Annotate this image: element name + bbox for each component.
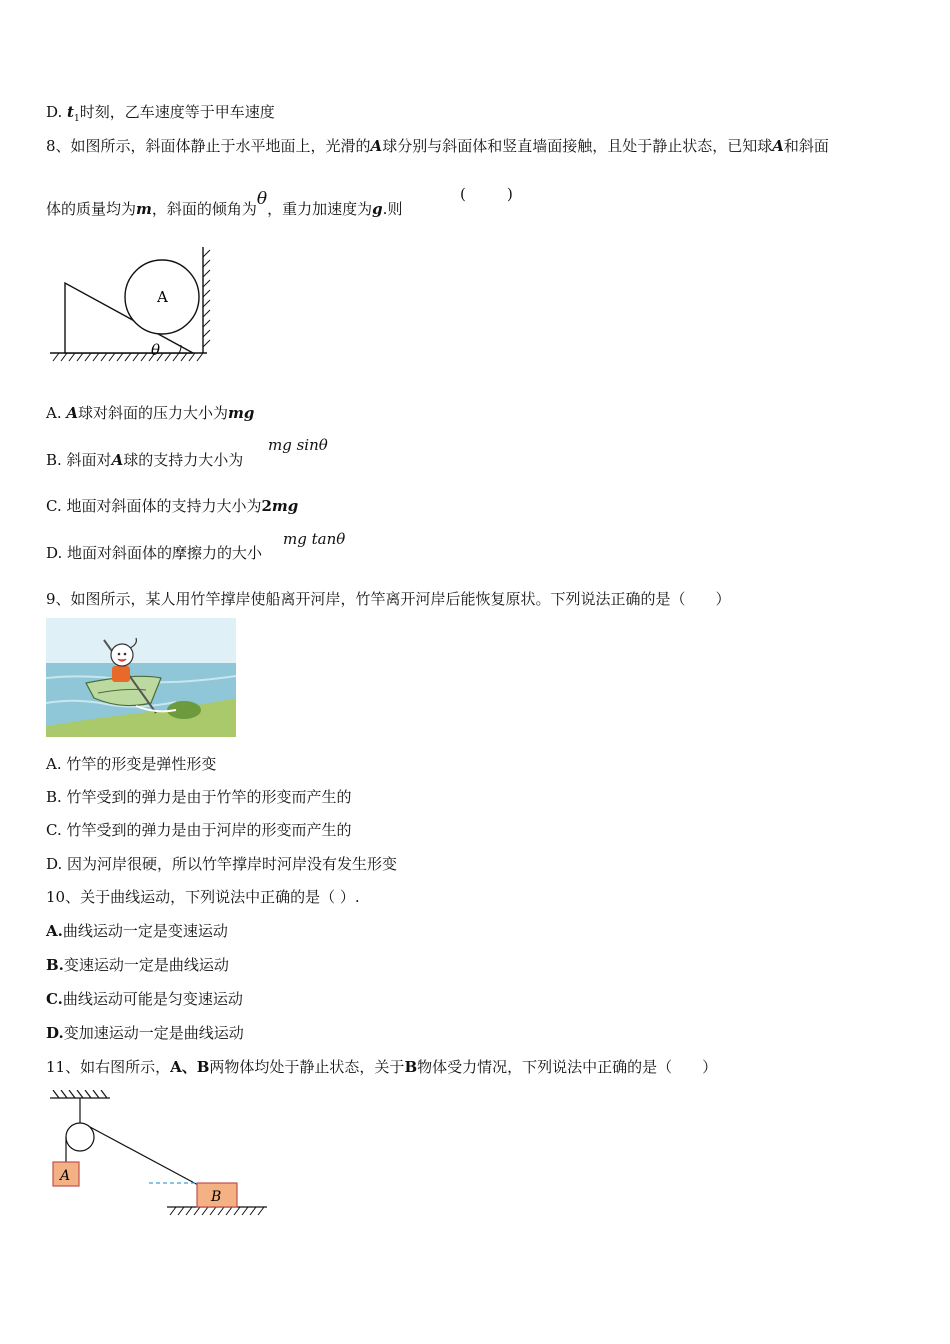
ball-label: A <box>157 288 168 306</box>
q7-option-d-var: t <box>67 103 74 121</box>
q9-boat-illustration <box>46 618 236 737</box>
q10-option-a-letter: A. <box>46 922 63 940</box>
q10-option-c <box>46 989 243 1009</box>
q10-option-b-text: 变速运动一定是曲线运动 <box>63 956 229 974</box>
q8-stem-line2 <box>46 189 403 219</box>
q8-option-a-prefix: A. <box>46 404 67 422</box>
q8-option-c-num: 2 <box>261 497 272 515</box>
q7-option-d-rest: 时刻，乙车速度等于甲车速度 <box>79 103 275 121</box>
q8-stem-text: ，斜面的倾角为 <box>151 200 257 218</box>
q8-option-d-math: mg tanθ <box>283 530 346 548</box>
q8-stem-line1 <box>46 136 829 156</box>
q8-stem-text: ，重力加速度为 <box>267 200 373 218</box>
q11-stem-text: 11、如右图所示， <box>46 1058 171 1076</box>
q10-option-c-letter: C. <box>46 990 63 1008</box>
q10-option-d-text: 变加速运动一定是曲线运动 <box>63 1024 244 1042</box>
angle-label: θ <box>151 341 161 359</box>
q11-stem-text: 两物体均处于静止状态，关于 <box>209 1058 405 1076</box>
q8-option-c-var: mg <box>271 497 299 515</box>
q9-option-a: A. 竹竿的形变是弹性形变 <box>46 755 217 773</box>
q8-option-b-text: 球的支持力大小为 <box>123 451 244 469</box>
q8-option-d <box>46 543 262 563</box>
q11-pulley-figure <box>45 1090 275 1220</box>
q10-stem: 10、关于曲线运动，下列说法中正确的是（ ）. <box>46 888 360 906</box>
q11-stem-var: A、B <box>170 1058 210 1076</box>
q10-option-d-letter: D. <box>46 1024 64 1042</box>
q8-stem-var: A <box>370 137 383 155</box>
q8-stem-text: 和斜面 <box>783 137 829 155</box>
q8-option-a-val: mg <box>228 404 255 422</box>
q11-stem-text: 物体受力情况，下列说法中正确的是（ ） <box>417 1058 718 1076</box>
q11-stem-var: B <box>404 1058 418 1076</box>
q8-stem-text: 8、如图所示，斜面体静止于水平地面上，光滑的 <box>46 137 371 155</box>
q7-option-d <box>46 102 275 129</box>
q8-theta: θ <box>256 189 268 209</box>
q7-option-d-prefix: D. <box>46 103 68 121</box>
q8-option-b-math: mg sinθ <box>268 436 328 454</box>
q8-option-b <box>46 450 243 470</box>
q8-option-c <box>46 496 298 516</box>
q10-option-b <box>46 955 229 975</box>
q11-stem <box>46 1057 717 1077</box>
q7-option-d-sub: 1 <box>73 114 80 124</box>
block-a-label: A <box>60 1168 71 1184</box>
q8-stem-text: 体的质量均为 <box>46 200 137 218</box>
answer-paren-open: ( <box>460 185 466 203</box>
q8-option-a <box>46 403 254 423</box>
q10-option-b-letter: B. <box>46 956 64 974</box>
q8-option-c-text: C. 地面对斜面体的支持力大小为 <box>46 497 262 515</box>
q8-option-b-prefix: B. 斜面对 <box>46 451 112 469</box>
q8-option-a-var: A <box>66 404 79 422</box>
q9-option-b: B. 竹竿受到的弹力是由于竹竿的形变而产生的 <box>46 788 352 806</box>
q8-stem-var: A <box>772 137 784 155</box>
block-b-label: B <box>211 1189 222 1205</box>
q9-option-d: D. 因为河岸很硬，所以竹竿撑岸时河岸没有发生形变 <box>46 855 398 873</box>
q8-stem-var: g <box>372 200 383 218</box>
q8-incline-figure <box>45 245 215 370</box>
q9-option-c: C. 竹竿受到的弹力是由于河岸的形变而产生的 <box>46 821 352 839</box>
q10-option-d <box>46 1023 244 1043</box>
q10-option-c-text: 曲线运动可能是匀变速运动 <box>62 990 243 1008</box>
q8-stem-text: 球分别与斜面体和竖直墙面接触，且处于静止状态，已知球 <box>382 137 773 155</box>
q8-option-b-var: A <box>111 451 124 469</box>
q9-stem: 9、如图所示，某人用竹竿撑岸使船离开河岸，竹竿离开河岸后能恢复原状。下列说法正确的是（ ） <box>46 590 731 608</box>
answer-paren-close: ) <box>507 185 513 203</box>
q8-option-d-text: D. 地面对斜面体的摩擦力的大小 <box>46 544 263 562</box>
q10-option-a-text: 曲线运动一定是变速运动 <box>62 922 228 940</box>
q8-stem-text: .则 <box>382 200 403 218</box>
q8-option-a-text: 球对斜面的压力大小为 <box>78 404 229 422</box>
q8-stem-var: m <box>136 200 152 218</box>
q10-option-a <box>46 921 228 941</box>
